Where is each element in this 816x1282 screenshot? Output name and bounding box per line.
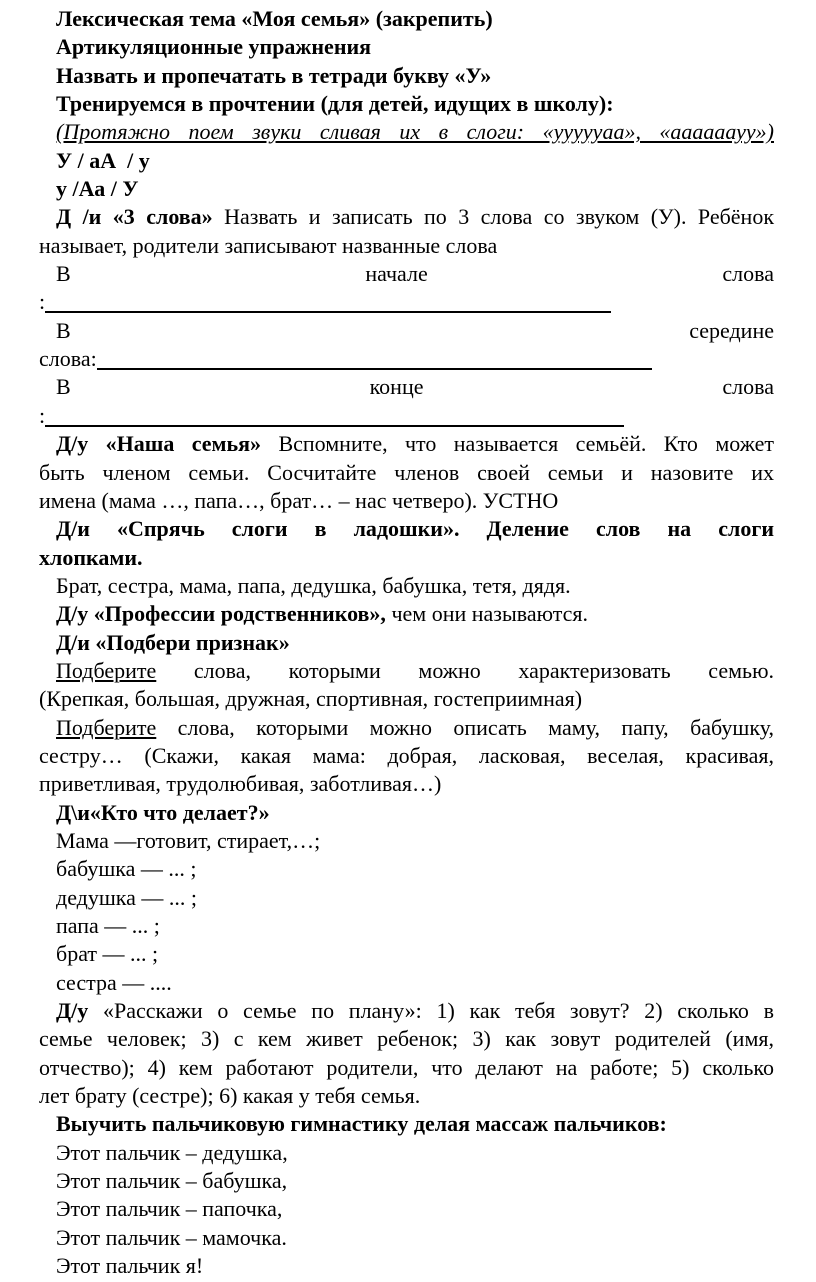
word-middle-w1: В — [56, 317, 71, 343]
finger-gymnastics-heading: Выучить пальчиковую гимнастику делая массаж пальчиков: — [56, 1111, 667, 1137]
game-3-words-line-2: называет, родители записывают названные слова — [39, 232, 498, 258]
family-plan-line-4: лет брату (сестре); 6) какая у тебя семья. — [39, 1083, 421, 1109]
word-middle-label: слова: — [39, 346, 97, 372]
word-start-w1: В — [56, 261, 71, 287]
word-end-row — [39, 373, 774, 401]
articulation-heading: Артикуляционные упражнения — [56, 34, 372, 60]
our-family-line-1 — [39, 430, 774, 458]
syllable-row-1: У / аА / у — [56, 147, 150, 173]
singing-instruction-line: (Протяжно поем звуки сливая их в слоги: «уууууаа», «аааааауу») — [56, 119, 774, 145]
pick-words-mom-line-1 — [39, 714, 774, 742]
relatives-professions-line — [39, 600, 774, 628]
hide-syllables-line-2: хлопками. — [39, 544, 143, 570]
word-start-w2: начале — [365, 261, 428, 287]
game-3-words-line-1 — [39, 203, 774, 231]
pick-words-mom-verb: Подберите — [56, 714, 157, 740]
finger-rhyme-papochka: Этот пальчик – папочка, — [56, 1196, 283, 1222]
syllable-row-2: у /Аа / У — [56, 176, 139, 202]
word-start-w3: слова — [722, 261, 774, 287]
finger-rhyme-dedushka: Этот пальчик – дедушка, — [56, 1139, 288, 1165]
pick-words-family-line-2: (Крепкая, большая, дружная, спортивная, гостеприимная) — [39, 686, 583, 712]
family-plan-line-3: отчество); 4) кем работают родители, что делают на работе; 5) сколько — [39, 1054, 774, 1080]
game-3-words-text: Назвать и записать по 3 слова со звуком (У). Ребёнок — [224, 204, 775, 230]
who-does-what-brat: брат — ... ; — [56, 941, 159, 967]
who-does-what-babushka: бабушка — ... ; — [56, 856, 197, 882]
hide-syllables-line-1: Д/и «Спрячь слоги в ладошки». Деление слов на слоги — [56, 516, 774, 542]
pick-words-family-line-1 — [39, 657, 774, 685]
finger-rhyme-mamochka: Этот пальчик – мамочка. — [56, 1224, 287, 1250]
lexical-topic-title: Лексическая тема «Моя семья» (закрепить) — [56, 6, 493, 31]
word-start-colon: : — [39, 289, 46, 315]
our-family-line-3: имена (мама …, папа…, брат… – нас четверо). УСТНО — [39, 487, 559, 513]
word-middle-blank-line — [97, 368, 652, 370]
game-3-words-label: Д /и «3 слова» — [56, 204, 225, 230]
pick-words-family-text: слова, которыми можно характеризовать семью. — [156, 657, 774, 683]
word-end-colon: : — [39, 402, 46, 428]
family-members-list: Брат, сестра, мама, папа, дедушка, бабушка, тетя, дядя. — [56, 572, 571, 598]
who-does-what-mama: Мама —готовит, стирает,…; — [56, 827, 321, 853]
pick-attribute-heading: Д/и «Подбери признак» — [56, 629, 290, 655]
family-plan-line-2: семье человек; 3) с кем живет ребенок; 3) как зовут родителей (имя, — [39, 1026, 774, 1052]
word-end-w3: слова — [722, 374, 774, 400]
word-start-row — [39, 260, 774, 288]
our-family-label: Д/у «Наша семья» — [56, 431, 279, 457]
family-plan-label: Д/у — [56, 998, 103, 1024]
pick-words-mom-text: слова, которыми можно описать маму, папу, бабушку, — [156, 714, 774, 740]
word-start-blank-row — [39, 288, 774, 316]
pick-words-family-verb: Подберите — [56, 657, 157, 683]
finger-rhyme-ya: Этот пальчик я! — [56, 1253, 204, 1279]
who-does-what-dedushka: дедушка — ... ; — [56, 884, 198, 910]
word-end-blank-line — [45, 425, 624, 427]
who-does-what-sestra: сестра — .... — [56, 969, 172, 995]
family-plan-text: «Расскажи о семье по плану»: 1) как тебя зовут? 2) сколько в — [102, 998, 775, 1024]
word-middle-blank-row — [39, 345, 774, 373]
pick-words-mom-line-2: сестру… (Скажи, какая мама: добрая, ласковая, веселая, красивая, — [39, 742, 774, 768]
reading-practice-heading: Тренируемся в прочтении (для детей, идущих в школу): — [56, 91, 614, 117]
word-middle-row — [39, 317, 774, 345]
word-end-blank-row — [39, 402, 774, 430]
finger-rhyme-babushka: Этот пальчик – бабушка, — [56, 1168, 288, 1194]
who-does-what-papa: папа — ... ; — [56, 913, 160, 938]
who-does-what-heading: Д\и«Кто что делает?» — [56, 799, 270, 825]
our-family-line-2: быть членом семьи. Сосчитайте членов своей семьи и назовите их — [39, 459, 774, 485]
pick-words-mom-line-3: приветливая, трудолюбивая, заботливая…) — [39, 771, 442, 797]
word-start-blank-line — [45, 311, 611, 313]
word-middle-w2: середине — [689, 317, 774, 343]
relatives-professions-label: Д/у «Профессии родственников», — [56, 601, 392, 627]
word-end-w2: конце — [369, 374, 424, 400]
relatives-professions-text: чем они называются. — [391, 601, 589, 627]
letter-u-task-heading: Назвать и пропечатать в тетради букву «У» — [56, 62, 492, 88]
word-end-w1: В — [56, 374, 71, 400]
family-plan-line-1 — [39, 997, 774, 1025]
our-family-text: Вспомните, что называется семьёй. Кто может — [278, 431, 774, 457]
